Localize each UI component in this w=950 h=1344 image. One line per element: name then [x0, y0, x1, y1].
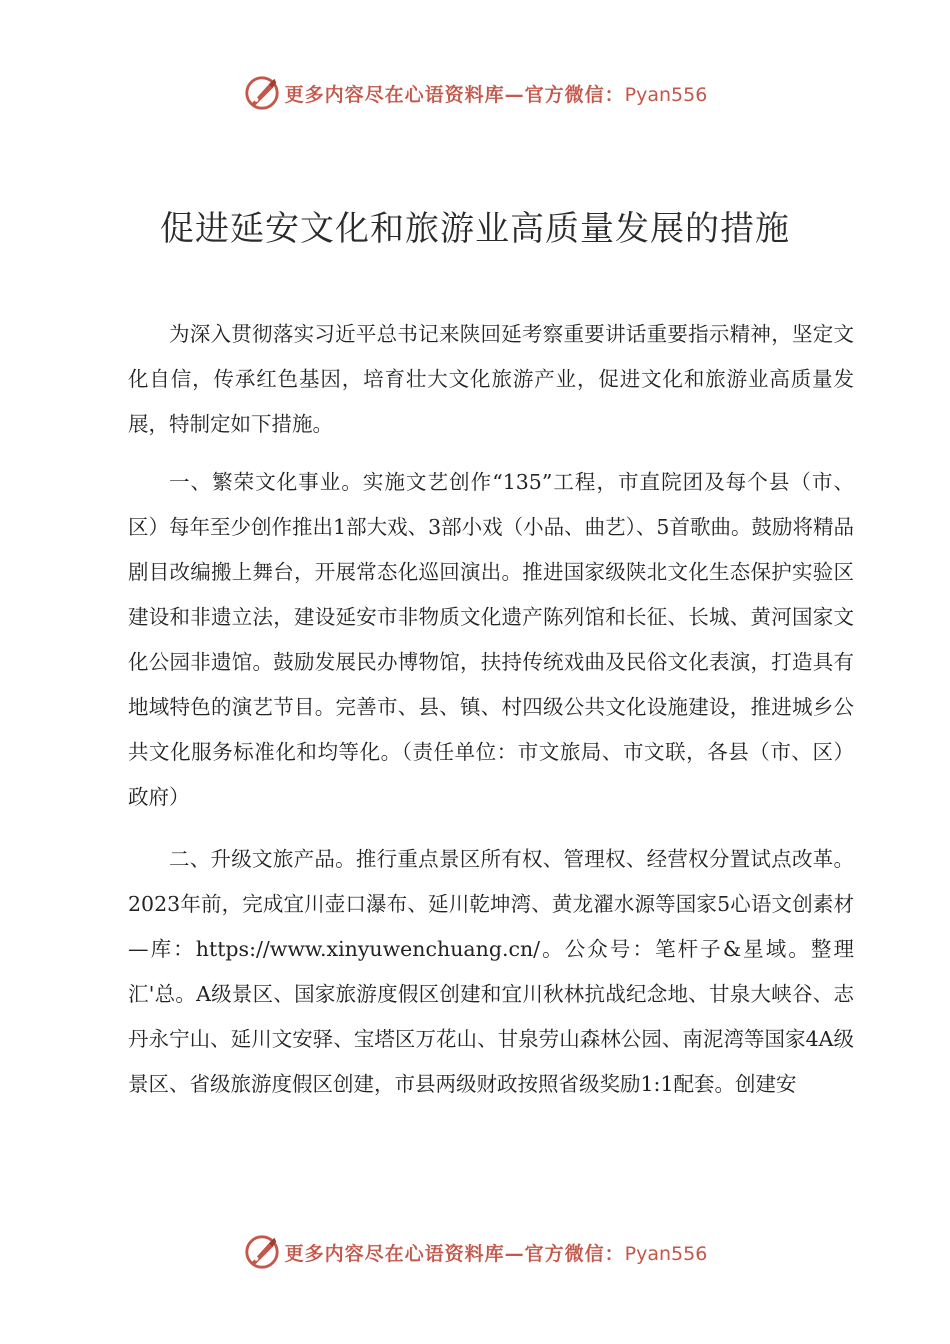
- watermark-banner-top: [0, 73, 950, 113]
- wechat-id: Pyan556: [624, 1242, 708, 1265]
- watermark-text: 更多内容尽在心语资料库—官方微信：Pyan556: [284, 1242, 708, 1265]
- paragraph-intro: 为深入贯彻落实习近平总书记来陕回延考察重要讲话重要指示精神，坚定文化自信，传承红色基因，培育壮大文化旅游产业，促进文化和旅游业高质量发展，特制定如下措施。: [128, 322, 854, 436]
- pen-nib-logo-icon: [243, 74, 281, 112]
- paragraph-section-2: 二、升级文旅产品。推行重点景区所有权、管理权、经营权分置试点改革。2023年前，完成宜川壶口瀑布、延川乾坤湾、黄龙濯水源等国家5心语文创素材—库：https://www.xinyuwenchuang.cn/。公众号：笔杆子&星域。整理汇'总。A级景区、国家旅游度假区创建和宜川秋林抗战纪念地、甘泉大峡谷、志丹永宁山、延川文安驿、宝塔区万花山、甘泉劳山森林公园、南泥湾等国家4A级景区、省级旅游度假区创建，市县两级财政按照省级奖励1:1配套。创建安: [128, 847, 854, 1096]
- paragraph-section-1: 一、繁荣文化事业。实施文艺创作“135”工程，市直院团及每个县（市、区）每年至少创作推出1部大戏、3部小戏（小品、曲艺）、5首歌曲。鼓励将精品剧目改编搬上舞台，开展常态化巡回演出。推进国家级陕北文化生态保护实验区建设和非遗立法，建设延安市非物质文化遗产陈列馆和长征、长城、黄河国家文化公园非遗馆。鼓励发展民办博物馆，扶持传统戏曲及民俗文化表演，打造具有地域特色的演艺节目。完善市、县、镇、村四级公共文化设施建设，推进城乡公共文化服务标准化和均等化。（责任单位：市文旅局、市文联，各县（市、区）政府）: [128, 470, 854, 809]
- document-title: 促进延安文化和旅游业高质量发展的措施: [160, 208, 790, 249]
- wechat-id: Pyan556: [624, 83, 708, 106]
- watermark-banner-bottom: [0, 1232, 950, 1272]
- watermark-text: 更多内容尽在心语资料库—官方微信：Pyan556: [284, 83, 708, 106]
- pen-nib-logo-icon: [243, 1233, 281, 1271]
